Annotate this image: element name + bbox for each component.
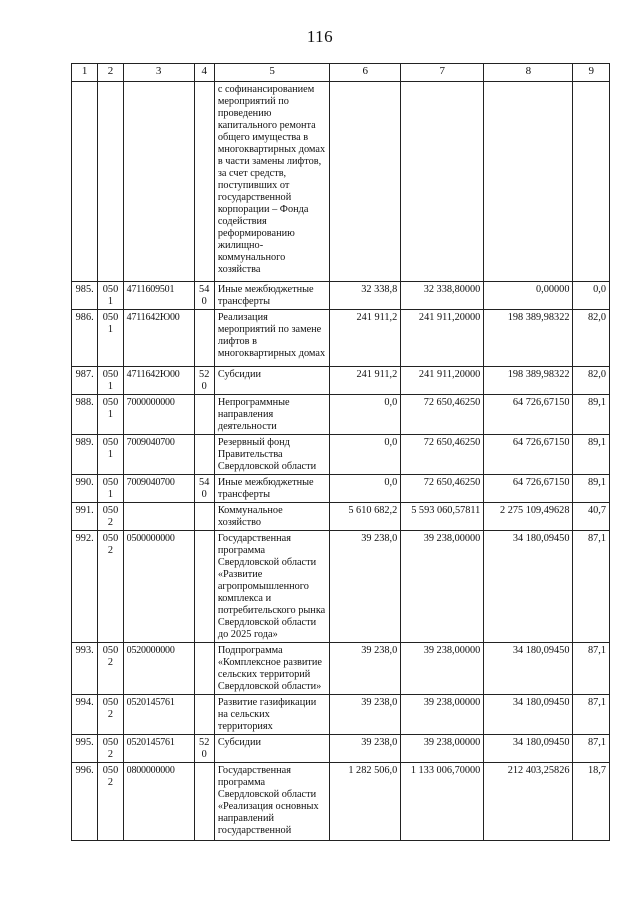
target-code: 4711642Ю00 xyxy=(123,310,194,367)
section-code: 0502 xyxy=(98,531,123,643)
col-header-5: 5 xyxy=(214,64,330,82)
approved-amount: 39 238,0 xyxy=(330,735,401,763)
item-name: Субсидии xyxy=(214,367,330,395)
section-code: 0501 xyxy=(98,435,123,475)
execution-percent: 0,0 xyxy=(573,282,610,310)
expense-type: 540 xyxy=(194,282,214,310)
target-code: 0500000000 xyxy=(123,531,194,643)
row-number: 986. xyxy=(72,310,98,367)
expense-type xyxy=(194,310,214,367)
section-code: 0501 xyxy=(98,367,123,395)
planned-amount: 39 238,00000 xyxy=(401,735,484,763)
row-number: 993. xyxy=(72,643,98,695)
executed-amount: 34 180,09450 xyxy=(484,643,573,695)
execution-percent: 82,0 xyxy=(573,310,610,367)
approved-amount: 0,0 xyxy=(330,475,401,503)
section-code: 0501 xyxy=(98,475,123,503)
target-code xyxy=(123,82,194,282)
target-code: 4711609501 xyxy=(123,282,194,310)
planned-amount: 39 238,00000 xyxy=(401,531,484,643)
table-row xyxy=(72,475,610,503)
table-row xyxy=(72,395,610,435)
planned-amount xyxy=(401,82,484,282)
target-code: 0800000000 xyxy=(123,763,194,841)
item-name: Непрограммные направления деятельности xyxy=(214,395,330,435)
planned-amount: 241 911,20000 xyxy=(401,367,484,395)
row-number: 995. xyxy=(72,735,98,763)
item-name: Иные межбюджетные трансферты xyxy=(214,282,330,310)
item-name: Иные межбюджетные трансферты xyxy=(214,475,330,503)
execution-percent: 87,1 xyxy=(573,695,610,735)
item-name: Реализация мероприятий по замене лифтов в многоквартирных домах xyxy=(214,310,330,367)
approved-amount xyxy=(330,82,401,282)
approved-amount: 39 238,0 xyxy=(330,695,401,735)
section-code: 0502 xyxy=(98,735,123,763)
approved-amount: 39 238,0 xyxy=(330,643,401,695)
expense-type: 540 xyxy=(194,475,214,503)
expense-type xyxy=(194,503,214,531)
approved-amount: 1 282 506,0 xyxy=(330,763,401,841)
execution-percent: 87,1 xyxy=(573,735,610,763)
execution-percent: 82,0 xyxy=(573,367,610,395)
target-code: 0520145761 xyxy=(123,735,194,763)
item-name: Государственная программа Свердловской области «Развитие агропромышленного комплекса и потребительского рынка Свердловской области до 2025 года» xyxy=(214,531,330,643)
target-code: 7009040700 xyxy=(123,435,194,475)
row-number: 991. xyxy=(72,503,98,531)
target-code: 4711642Ю00 xyxy=(123,367,194,395)
table-row xyxy=(72,695,610,735)
section-code: 0501 xyxy=(98,395,123,435)
approved-amount: 241 911,2 xyxy=(330,367,401,395)
page-number: 116 xyxy=(306,27,334,46)
executed-amount: 0,00000 xyxy=(484,282,573,310)
row-number: 992. xyxy=(72,531,98,643)
table-row xyxy=(72,82,610,282)
planned-amount: 32 338,80000 xyxy=(401,282,484,310)
table-row xyxy=(72,310,610,367)
row-number xyxy=(72,82,98,282)
col-header-7: 7 xyxy=(401,64,484,82)
table-row xyxy=(72,503,610,531)
planned-amount: 241 911,20000 xyxy=(401,310,484,367)
planned-amount: 5 593 060,57811 xyxy=(401,503,484,531)
table-row xyxy=(72,282,610,310)
col-header-9: 9 xyxy=(573,64,610,82)
section-code: 0501 xyxy=(98,310,123,367)
approved-amount: 0,0 xyxy=(330,395,401,435)
execution-percent: 40,7 xyxy=(573,503,610,531)
item-name: Подпрограмма «Комплексное развитие сельских территорий Свердловской области» xyxy=(214,643,330,695)
table-row xyxy=(72,531,610,643)
planned-amount: 39 238,00000 xyxy=(401,643,484,695)
row-number: 989. xyxy=(72,435,98,475)
expense-type xyxy=(194,695,214,735)
execution-percent: 89,1 xyxy=(573,395,610,435)
planned-amount: 1 133 006,70000 xyxy=(401,763,484,841)
expense-type xyxy=(194,435,214,475)
executed-amount: 64 726,67150 xyxy=(484,435,573,475)
executed-amount: 198 389,98322 xyxy=(484,310,573,367)
executed-amount xyxy=(484,82,573,282)
row-number: 990. xyxy=(72,475,98,503)
expense-type: 520 xyxy=(194,367,214,395)
execution-percent: 89,1 xyxy=(573,435,610,475)
executed-amount: 64 726,67150 xyxy=(484,475,573,503)
execution-percent xyxy=(573,82,610,282)
expense-type: 520 xyxy=(194,735,214,763)
executed-amount: 34 180,09450 xyxy=(484,695,573,735)
col-header-3: 3 xyxy=(123,64,194,82)
approved-amount: 0,0 xyxy=(330,435,401,475)
target-code: 7000000000 xyxy=(123,395,194,435)
expense-type xyxy=(194,395,214,435)
expense-type xyxy=(194,531,214,643)
executed-amount: 34 180,09450 xyxy=(484,735,573,763)
item-name: Резервный фонд Правительства Свердловской области xyxy=(214,435,330,475)
header-row xyxy=(72,64,610,82)
section-code: 0501 xyxy=(98,282,123,310)
approved-amount: 5 610 682,2 xyxy=(330,503,401,531)
approved-amount: 39 238,0 xyxy=(330,531,401,643)
table-row xyxy=(72,435,610,475)
target-code: 0520145761 xyxy=(123,695,194,735)
executed-amount: 34 180,09450 xyxy=(484,531,573,643)
col-header-8: 8 xyxy=(484,64,573,82)
row-number: 988. xyxy=(72,395,98,435)
section-code xyxy=(98,82,123,282)
planned-amount: 39 238,00000 xyxy=(401,695,484,735)
expense-type xyxy=(194,82,214,282)
planned-amount: 72 650,46250 xyxy=(401,395,484,435)
table-row xyxy=(72,763,610,841)
target-code: 7009040700 xyxy=(123,475,194,503)
planned-amount: 72 650,46250 xyxy=(401,435,484,475)
executed-amount: 212 403,25826 xyxy=(484,763,573,841)
item-name: Развитие газификации на сельских территориях xyxy=(214,695,330,735)
target-code: 0520000000 xyxy=(123,643,194,695)
section-code: 0502 xyxy=(98,503,123,531)
row-number: 987. xyxy=(72,367,98,395)
item-name: Субсидии xyxy=(214,735,330,763)
expense-type xyxy=(194,763,214,841)
executed-amount: 198 389,98322 xyxy=(484,367,573,395)
row-number: 985. xyxy=(72,282,98,310)
executed-amount: 64 726,67150 xyxy=(484,395,573,435)
item-name: Коммунальное хозяйство xyxy=(214,503,330,531)
row-number: 994. xyxy=(72,695,98,735)
col-header-2: 2 xyxy=(98,64,123,82)
table-row xyxy=(72,367,610,395)
col-header-6: 6 xyxy=(330,64,401,82)
item-name: Государственная программа Свердловской области «Реализация основных направлений государственной xyxy=(214,763,330,841)
executed-amount: 2 275 109,49628 xyxy=(484,503,573,531)
target-code xyxy=(123,503,194,531)
table-row xyxy=(72,643,610,695)
planned-amount: 72 650,46250 xyxy=(401,475,484,503)
execution-percent: 87,1 xyxy=(573,643,610,695)
execution-percent: 18,7 xyxy=(573,763,610,841)
expense-type xyxy=(194,643,214,695)
item-name: с софинансированием мероприятий по проведению капитального ремонта общего имущества в многоквартирных домах в части замены лифтов, за счет средств, поступивших от государственной корпорации – Фонда содействия реформированию жилищно-коммунального хозяйства xyxy=(214,82,330,282)
approved-amount: 241 911,2 xyxy=(330,310,401,367)
approved-amount: 32 338,8 xyxy=(330,282,401,310)
col-header-4: 4 xyxy=(194,64,214,82)
execution-percent: 87,1 xyxy=(573,531,610,643)
section-code: 0502 xyxy=(98,643,123,695)
section-code: 0502 xyxy=(98,763,123,841)
execution-percent: 89,1 xyxy=(573,475,610,503)
row-number: 996. xyxy=(72,763,98,841)
col-header-1: 1 xyxy=(72,64,98,82)
table-row xyxy=(72,735,610,763)
budget-table xyxy=(71,63,610,841)
section-code: 0502 xyxy=(98,695,123,735)
